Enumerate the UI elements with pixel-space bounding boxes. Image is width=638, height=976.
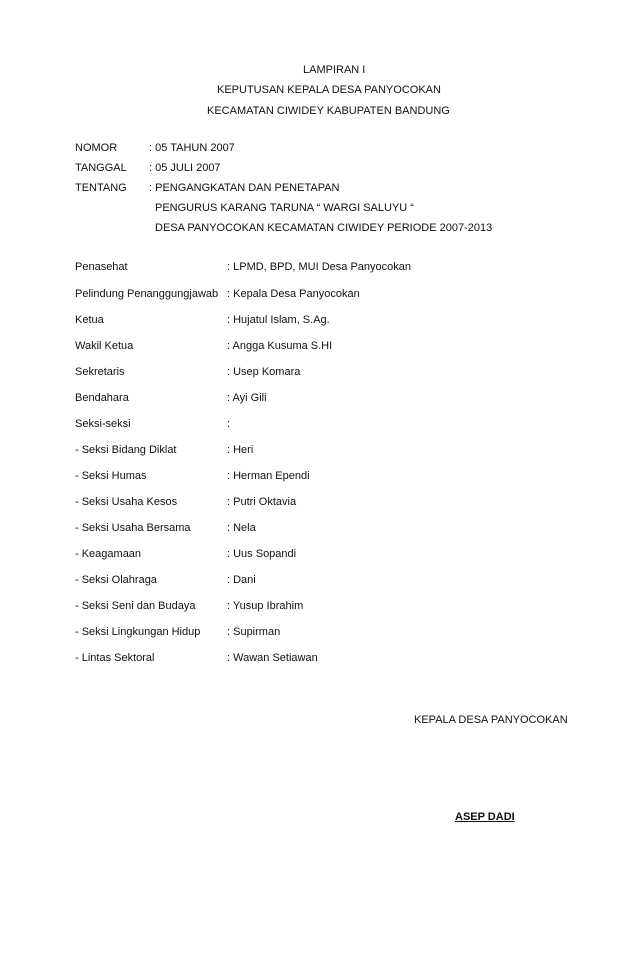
tentang-label: TENTANG bbox=[75, 182, 127, 194]
roster-name: : Dani bbox=[227, 574, 256, 586]
roster-role: Ketua bbox=[75, 314, 104, 326]
roster-role: Wakil Ketua bbox=[75, 340, 134, 352]
signatory-title: KEPALA DESA PANYOCOKAN bbox=[414, 714, 568, 726]
roster-role: Seksi-seksi bbox=[75, 418, 131, 430]
roster-name: : Angga Kusuma S.HI bbox=[227, 340, 333, 352]
roster-role: - Seksi Usaha Bersama bbox=[75, 522, 191, 534]
tentang-line-2: PENGURUS KARANG TARUNA “ WARGI SALUYU “ bbox=[155, 202, 414, 214]
roster-role: - Keagamaan bbox=[75, 548, 142, 560]
tanggal-value: : 05 JULI 2007 bbox=[149, 162, 221, 174]
district-title: KECAMATAN CIWIDEY KABUPATEN BANDUNG bbox=[207, 105, 450, 117]
roster-role: Bendahara bbox=[75, 392, 129, 404]
roster-role: - Seksi Usaha Kesos bbox=[75, 496, 178, 508]
roster-role: - Seksi Lingkungan Hidup bbox=[75, 626, 201, 638]
tentang-line-3: DESA PANYOCOKAN KECAMATAN CIWIDEY PERIODE 2007-2013 bbox=[155, 222, 493, 234]
tanggal-label: TANGGAL bbox=[75, 162, 127, 174]
roster-name: : Usep Komara bbox=[227, 366, 301, 378]
roster-name: : LPMD, BPD, MUI Desa Panyocokan bbox=[227, 261, 412, 273]
roster-name: : bbox=[227, 418, 231, 430]
roster-name: : Putri Oktavia bbox=[227, 496, 297, 508]
roster-name: : Herman Ependi bbox=[227, 470, 310, 482]
roster-role: Pelindung Penanggungjawab bbox=[75, 288, 219, 300]
roster-name: : Ayi Gili bbox=[227, 392, 267, 404]
roster-name: : Heri bbox=[227, 444, 254, 456]
roster-name: : Kepala Desa Panyocokan bbox=[227, 288, 360, 300]
roster-role: - Lintas Sektoral bbox=[75, 652, 155, 664]
decree-title: KEPUTUSAN KEPALA DESA PANYOCOKAN bbox=[217, 84, 441, 96]
roster-name: : Nela bbox=[227, 522, 256, 534]
signatory-name: ASEP DADI bbox=[455, 811, 515, 823]
roster-role: Sekretaris bbox=[75, 366, 125, 378]
roster-role: - Seksi Seni dan Budaya bbox=[75, 600, 196, 612]
nomor-label: NOMOR bbox=[75, 142, 118, 154]
roster-role: - Seksi Humas bbox=[75, 470, 147, 482]
roster-role: - Seksi Bidang Diklat bbox=[75, 444, 177, 456]
roster-name: : Yusup Ibrahim bbox=[227, 600, 304, 612]
roster-name: : Wawan Setiawan bbox=[227, 652, 318, 664]
roster-name: : Hujatul Islam, S.Ag. bbox=[227, 314, 330, 326]
roster-role: Penasehat bbox=[75, 261, 128, 273]
attachment-label: LAMPIRAN I bbox=[303, 64, 366, 76]
roster-role: - Seksi Olahraga bbox=[75, 574, 157, 586]
nomor-value: : 05 TAHUN 2007 bbox=[149, 142, 235, 154]
roster-name: : Supirman bbox=[227, 626, 281, 638]
tentang-line-1: : PENGANGKATAN DAN PENETAPAN bbox=[149, 182, 340, 194]
roster-name: : Uus Sopandi bbox=[227, 548, 297, 560]
